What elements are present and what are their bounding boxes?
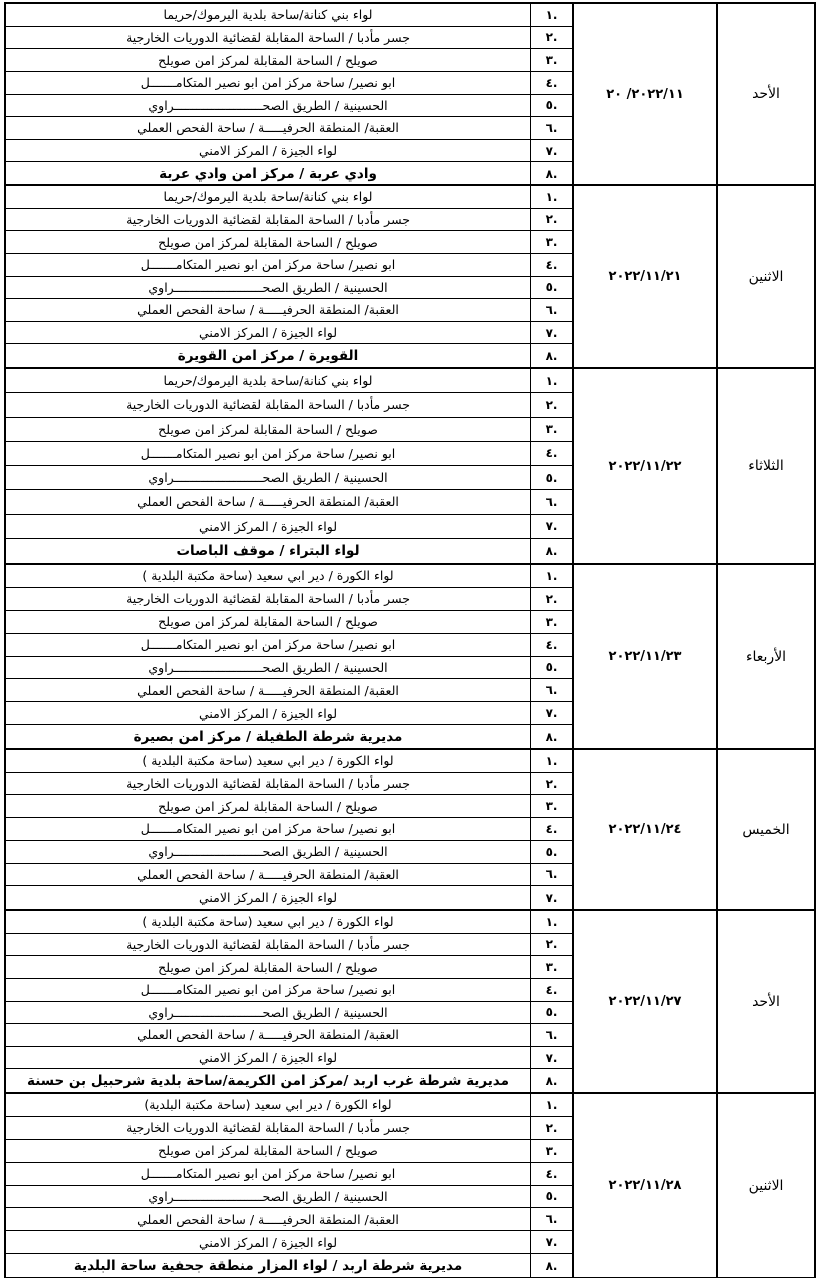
location-text: لواء الجيزة / المركز الامني [198, 325, 338, 341]
row-number: .٣ [530, 1140, 572, 1162]
row-number: .٦ [530, 299, 572, 321]
table-row [6, 4, 572, 27]
table-row [6, 72, 572, 95]
day-group [4, 1093, 816, 1278]
location-text: مديرية شرطة اربد / لواء المزار منطقة جحفية ساحة البلدية [73, 1257, 463, 1274]
location-text: ابو نصير/ ساحة مركز امن ابو نصير المتكامـــــــل [140, 257, 396, 273]
date-cell: ٢٠٢٢/١١/٢٤ [572, 750, 716, 909]
row-number: .١ [530, 750, 572, 772]
table-row [6, 231, 572, 254]
row-number: .٧ [530, 140, 572, 162]
row-number: .٦ [530, 117, 572, 139]
location-text: الحسينية / الطريق الصحــــــــــــــــــــــــراوي [148, 279, 388, 295]
table-row [6, 442, 572, 466]
row-number: .٢ [530, 393, 572, 416]
row-number: .٧ [530, 515, 572, 538]
table-row [6, 565, 572, 588]
row-number: .٥ [530, 1002, 572, 1024]
table-row [6, 841, 572, 864]
table-row [6, 49, 572, 72]
table-row [6, 209, 572, 232]
row-number: .٨ [530, 1069, 572, 1092]
date-cell: ٢٠٢٢/١١/٢٣ [572, 565, 716, 748]
row-number: .٨ [530, 344, 572, 367]
row-number: .٧ [530, 886, 572, 909]
day-cell: الخميس [716, 750, 814, 909]
table-row [6, 1047, 572, 1070]
row-number: .٧ [530, 702, 572, 724]
table-row [6, 956, 572, 979]
row-number: .٢ [530, 1117, 572, 1139]
table-row [6, 1024, 572, 1047]
location-text: صويلح / الساحة المقابلة لمركز امن صويلح [158, 614, 378, 630]
row-number: .٥ [530, 1186, 572, 1208]
row-number: .٥ [530, 841, 572, 863]
table-row [6, 979, 572, 1002]
location-text: الحسينية / الطريق الصحــــــــــــــــــــــــراوي [148, 1188, 388, 1204]
location-text: لواء بني كنانة/ساحة بلدية اليرموك/حريما [163, 7, 373, 23]
row-number: .٦ [530, 490, 572, 513]
table-row [6, 393, 572, 417]
location-text: لواء البتراء / موقف الباصات [176, 542, 360, 559]
table-row [6, 911, 572, 934]
table-row [6, 886, 572, 909]
location-list [6, 911, 572, 1092]
row-number: .٨ [530, 162, 572, 185]
table-row [6, 1254, 572, 1277]
row-number: .٦ [530, 1024, 572, 1046]
row-number: .٥ [530, 95, 572, 117]
location-list [6, 1094, 572, 1277]
location-text: لواء الجيزة / المركز الامني [198, 1234, 338, 1250]
day-cell: الأربعاء [716, 565, 814, 748]
table-row [6, 95, 572, 118]
row-number: .٤ [530, 979, 572, 1001]
location-text: ابو نصير/ ساحة مركز امن ابو نصير المتكامـــــــل [140, 75, 396, 91]
row-number: .٥ [530, 277, 572, 299]
location-text: وادي عربة / مركز امن وادي عربة [159, 165, 377, 182]
location-list [6, 186, 572, 367]
row-number: .١ [530, 565, 572, 587]
location-text: العقبة/ المنطقة الحرفيـــــة / ساحة الفحص العملي [137, 1027, 399, 1043]
table-row [6, 299, 572, 322]
location-text: جسر مأدبا / الساحة المقابلة لقضائية الدوريات الخارجية [126, 591, 410, 607]
day-group [4, 910, 816, 1093]
location-text: لواء الكورة / دير ابي سعيد (ساحة مكتبة البلدية ) [142, 568, 394, 584]
date-cell: ٢٠٢٢/١١/ ٢٠ [572, 4, 716, 184]
day-group [4, 749, 816, 910]
table-row [6, 725, 572, 748]
table-row [6, 117, 572, 140]
location-text: العقبة/ المنطقة الحرفيـــــة / ساحة الفحص العملي [137, 866, 399, 882]
location-text: جسر مأدبا / الساحة المقابلة لقضائية الدوريات الخارجية [126, 1120, 410, 1136]
location-text: لواء الجيزة / المركز الامني [198, 705, 338, 721]
row-number: .٦ [530, 679, 572, 701]
location-text: الحسينية / الطريق الصحــــــــــــــــــــــــراوي [148, 659, 388, 675]
row-number: .٤ [530, 72, 572, 94]
row-number: .٥ [530, 466, 572, 489]
table-row [6, 657, 572, 680]
location-text: ابو نصير/ ساحة مركز امن ابو نصير المتكامـــــــل [140, 821, 396, 837]
row-number: .١ [530, 1094, 572, 1116]
location-text: العقبة/ المنطقة الحرفيـــــة / ساحة الفحص العملي [137, 682, 399, 698]
row-number: .٣ [530, 231, 572, 253]
location-text: الحسينية / الطريق الصحــــــــــــــــــــــــراوي [148, 1004, 388, 1020]
table-row [6, 864, 572, 887]
table-row [6, 515, 572, 539]
location-text: جسر مأدبا / الساحة المقابلة لقضائية الدوريات الخارجية [126, 776, 410, 792]
location-text: الحسينية / الطريق الصحــــــــــــــــــــــــراوي [148, 97, 388, 113]
location-text: جسر مأدبا / الساحة المقابلة لقضائية الدوريات الخارجية [126, 29, 410, 45]
location-text: العقبة/ المنطقة الحرفيـــــة / ساحة الفحص العملي [137, 302, 399, 318]
date-cell: ٢٠٢٢/١١/٢٢ [572, 369, 716, 563]
row-number: .٨ [530, 539, 572, 563]
location-text: لواء الكورة / دير ابي سعيد (ساحة مكتبة البلدية ) [142, 914, 394, 930]
table-row [6, 1094, 572, 1117]
row-number: .٢ [530, 209, 572, 231]
day-group [4, 185, 816, 368]
row-number: .٤ [530, 442, 572, 465]
location-text: صويلح / الساحة المقابلة لمركز امن صويلح [158, 1143, 378, 1159]
table-row [6, 539, 572, 563]
location-text: لواء الجيزة / المركز الامني [198, 890, 338, 906]
row-number: .٦ [530, 1208, 572, 1230]
location-text: ابو نصير/ ساحة مركز امن ابو نصير المتكامـــــــل [140, 637, 396, 653]
row-number: .٧ [530, 1047, 572, 1069]
row-number: .١ [530, 369, 572, 392]
table-row [6, 1231, 572, 1254]
table-row [6, 1163, 572, 1186]
row-number: .٣ [530, 49, 572, 71]
day-cell: الاثنين [716, 186, 814, 367]
location-text: مديرية شرطة غرب اربد /مركز امن الكريمة/ساحة بلدية شرحبيل بن حسنة [27, 1072, 509, 1089]
row-number: .٤ [530, 254, 572, 276]
table-row [6, 1117, 572, 1140]
day-cell: الثلاثاء [716, 369, 814, 563]
table-row [6, 1186, 572, 1209]
row-number: .٢ [530, 27, 572, 49]
location-text: لواء بني كنانة/ساحة بلدية اليرموك/حريما [163, 373, 373, 389]
table-row [6, 254, 572, 277]
table-row [6, 369, 572, 393]
table-row [6, 277, 572, 300]
day-group [4, 2, 816, 185]
row-number: .٤ [530, 634, 572, 656]
location-list [6, 369, 572, 563]
date-cell: ٢٠٢٢/١١/٢٧ [572, 911, 716, 1092]
table-row [6, 162, 572, 185]
table-row [6, 186, 572, 209]
table-row [6, 322, 572, 345]
location-text: ابو نصير/ ساحة مركز امن ابو نصير المتكامـــــــل [140, 982, 396, 998]
row-number: .٨ [530, 725, 572, 748]
row-number: .٦ [530, 864, 572, 886]
row-number: .٤ [530, 1163, 572, 1185]
location-text: صويلح / الساحة المقابلة لمركز امن صويلح [158, 234, 378, 250]
row-number: .١ [530, 186, 572, 208]
table-row [6, 1140, 572, 1163]
location-text: لواء الجيزة / المركز الامني [198, 143, 338, 159]
location-list [6, 565, 572, 748]
location-text: لواء الجيزة / المركز الامني [198, 518, 338, 534]
table-row [6, 140, 572, 163]
row-number: .٣ [530, 418, 572, 441]
location-text: لواء بني كنانة/ساحة بلدية اليرموك/حريما [163, 189, 373, 205]
table-row [6, 588, 572, 611]
day-group [4, 564, 816, 749]
location-text: لواء الكورة / دير ابي سعيد (ساحة مكتبة البلدية) [144, 1097, 392, 1113]
row-number: .٧ [530, 322, 572, 344]
location-text: لواء الجيزة / المركز الامني [198, 1050, 338, 1066]
location-text: صويلح / الساحة المقابلة لمركز امن صويلح [158, 959, 378, 975]
table-row [6, 818, 572, 841]
day-cell: الأحد [716, 4, 814, 184]
day-cell: الأحد [716, 911, 814, 1092]
row-number: .٧ [530, 1231, 572, 1253]
table-row [6, 634, 572, 657]
table-row [6, 344, 572, 367]
row-number: .١ [530, 4, 572, 26]
row-number: .٥ [530, 657, 572, 679]
table-row [6, 795, 572, 818]
location-text: لواء الكورة / دير ابي سعيد (ساحة مكتبة البلدية ) [142, 753, 394, 769]
location-text: الحسينية / الطريق الصحــــــــــــــــــــــــراوي [148, 844, 388, 860]
location-text: جسر مأدبا / الساحة المقابلة لقضائية الدوريات الخارجية [126, 397, 410, 413]
day-group [4, 368, 816, 564]
table-row [6, 611, 572, 634]
table-row [6, 679, 572, 702]
row-number: .٢ [530, 773, 572, 795]
location-text: العقبة/ المنطقة الحرفيـــــة / ساحة الفحص العملي [137, 120, 399, 136]
location-text: صويلح / الساحة المقابلة لمركز امن صويلح [158, 52, 378, 68]
location-list [6, 750, 572, 909]
row-number: .١ [530, 911, 572, 933]
location-text: القويرة / مركز امن القويرة [177, 347, 359, 364]
schedule-table [4, 2, 816, 1278]
location-text: صويلح / الساحة المقابلة لمركز امن صويلح [158, 798, 378, 814]
table-row [6, 418, 572, 442]
location-text: ابو نصير/ ساحة مركز امن ابو نصير المتكامـــــــل [140, 1166, 396, 1182]
table-row [6, 773, 572, 796]
table-row [6, 934, 572, 957]
table-row [6, 466, 572, 490]
location-text: جسر مأدبا / الساحة المقابلة لقضائية الدوريات الخارجية [126, 936, 410, 952]
location-text: الحسينية / الطريق الصحــــــــــــــــــــــــراوي [148, 470, 388, 486]
table-row [6, 750, 572, 773]
table-row [6, 1002, 572, 1025]
table-row [6, 1208, 572, 1231]
row-number: .٨ [530, 1254, 572, 1277]
row-number: .٢ [530, 934, 572, 956]
table-row [6, 27, 572, 50]
table-row [6, 1069, 572, 1092]
row-number: .٤ [530, 818, 572, 840]
location-text: ابو نصير/ ساحة مركز امن ابو نصير المتكامـــــــل [140, 445, 396, 461]
row-number: .٣ [530, 956, 572, 978]
table-row [6, 490, 572, 514]
row-number: .٢ [530, 588, 572, 610]
location-text: جسر مأدبا / الساحة المقابلة لقضائية الدوريات الخارجية [126, 211, 410, 227]
row-number: .٣ [530, 795, 572, 817]
location-text: العقبة/ المنطقة الحرفيـــــة / ساحة الفحص العملي [137, 1211, 399, 1227]
day-cell: الاثنين [716, 1094, 814, 1277]
location-text: العقبة/ المنطقة الحرفيـــــة / ساحة الفحص العملي [137, 494, 399, 510]
location-text: صويلح / الساحة المقابلة لمركز امن صويلح [158, 421, 378, 437]
row-number: .٣ [530, 611, 572, 633]
date-cell: ٢٠٢٢/١١/٢٨ [572, 1094, 716, 1277]
date-cell: ٢٠٢٢/١١/٢١ [572, 186, 716, 367]
location-text: مديرية شرطة الطفيلة / مركز امن بصيرة [133, 728, 403, 745]
table-row [6, 702, 572, 725]
location-list [6, 4, 572, 184]
